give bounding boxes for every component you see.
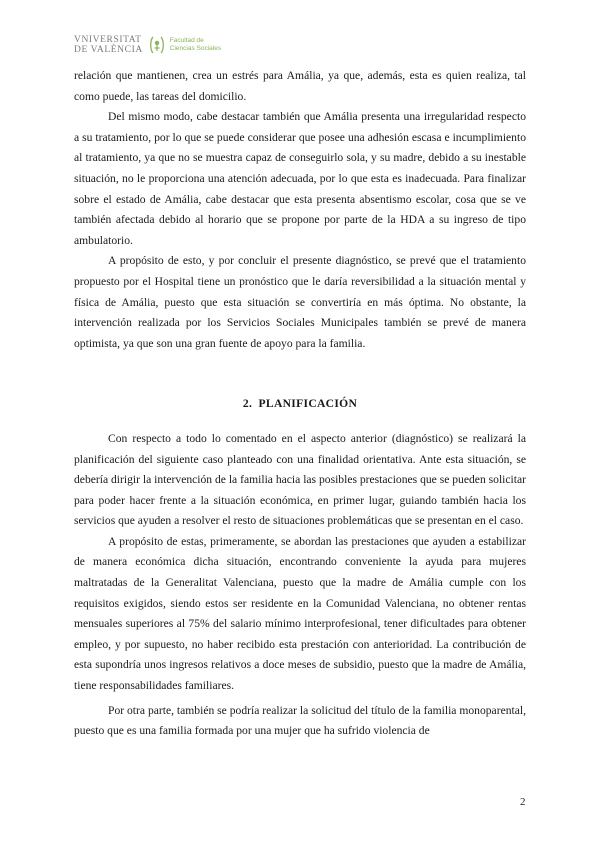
paragraph-continued: relación que mantienen, crea un estrés para Amália, ya que, además, esta es quien realiza, tal como puede, las tareas del domicilio.	[74, 69, 526, 103]
section-heading	[74, 394, 526, 415]
university-name-line1: VNIVERSITAT	[74, 35, 142, 45]
university-seal-icon	[148, 34, 166, 56]
document-body	[74, 66, 526, 742]
section-title: PLANIFICACIÓN	[258, 397, 358, 411]
page-number: 2	[520, 796, 526, 808]
page-header	[74, 30, 221, 60]
faculty-name-line2: Ciencias Sociales	[169, 45, 222, 52]
section-number: 2.	[242, 397, 253, 411]
paragraph: Con respecto a todo lo comentado en el aspecto anterior (diagnóstico) se realizará la planificación del siguiente caso planteado con una finalidad orientativa. Ante esta situación, se debería dirigir la intervención de la familia hacia las posibles prestaciones que se pueden solicitar para poder hacer frente a la situación económica, en primer lugar, guiando también hacia los servicios que ayuden a resolver el resto de situaciones problemáticas que se presentan en el caso.	[74, 431, 526, 528]
university-name	[74, 35, 143, 55]
university-name-line2: DE VALÈNCIA	[74, 45, 143, 55]
paragraph: A propósito de estas, primeramente, se abordan las prestaciones que ayuden a estabilizar de manera económica dicha situación, encontrando conveniente la ayuda para mujeres maltratadas de la Generalitat Valenciana, puesto que la madre de Amália cumple con los requisitos exigidos, siendo estos ser residente en la Comunidad Valenciana, no obtener rentas mensuales superiores al 75% del salario mínimo interprofesional, tener dificultades para obtener empleo, y por supuesto, no haber recibido esta prestación con anterioridad. La contribución de esta supondría unos ingresos relativos a doce meses de subsidio, puesto que la madre de Amália, tiene responsabilidades familiares.	[74, 534, 526, 693]
paragraph: A propósito de esto, y por concluir el presente diagnóstico, se prevé que el tratamiento propuesto por el Hospital tiene un pronóstico que le daría reversibilidad a la situación mental y física de Amália, puesto que esta situación se convertiría en más óptima. No obstante, la intervención realizada por los Servicios Sociales Municipales también se prevé de manera optimista, ya que son una gran fuente de apoyo para la familia.	[74, 254, 526, 350]
paragraph: Por otra parte, también se podría realizar la solicitud del título de la familia monoparental, puesto que es una familia formada por una mujer que ha sufrido violencia de	[74, 703, 526, 738]
paragraph: Del mismo modo, cabe destacar también que Amália presenta una irregularidad respecto a su tratamiento, por lo que se puede considerar que posee una adhesión escasa e incumplimiento al tratamiento, ya que no se muestra capaz de conseguirlo sola, y su madre, debido a su inestable situación, no le proporciona una atención adecuada, por lo que esta es inadecuada. Para finalizar sobre el estado de Amália, cabe destacar que esta presenta absentismo escolar, cosa que se ve también afectada debido al horario que se propone por parte de la HDA a su ingreso de tipo ambulatorio.	[74, 110, 526, 247]
faculty-name	[170, 37, 221, 53]
faculty-name-line1: Facultad de	[169, 37, 204, 44]
